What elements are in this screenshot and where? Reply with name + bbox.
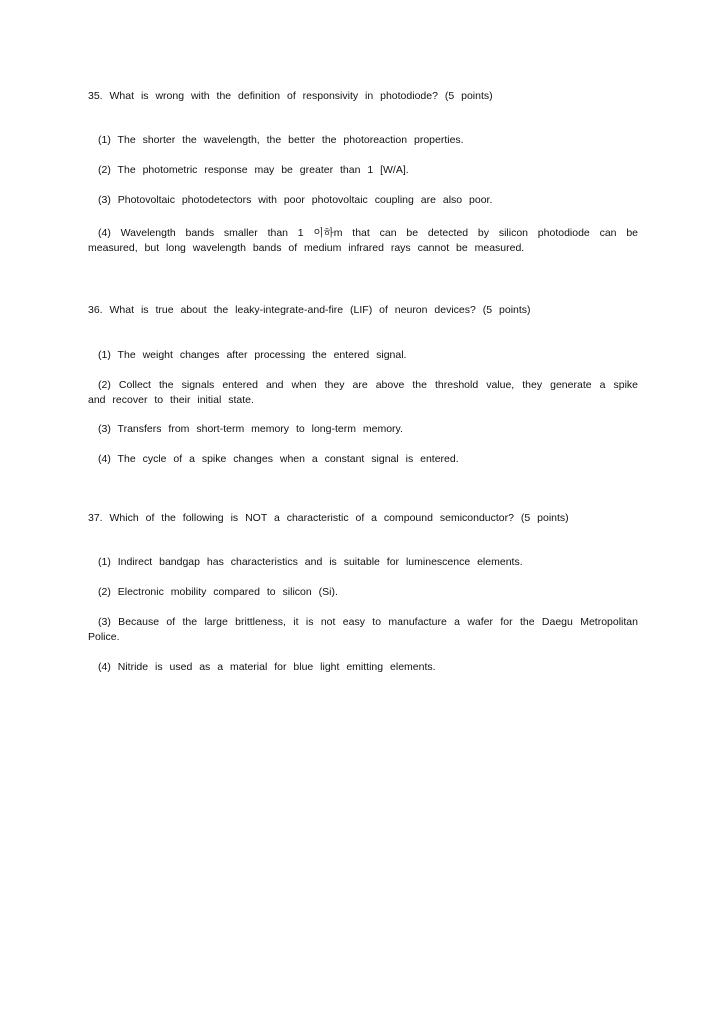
answer-option: (1) The shorter the wavelength, the better the photoreaction properties. xyxy=(98,134,464,146)
question-37 xyxy=(88,511,638,673)
question-title: 35. What is wrong with the definition of responsivity in photodiode? (5 points) xyxy=(88,90,493,102)
answer-option: (4) Nitride is used as a material for blue light emitting elements. xyxy=(98,661,436,673)
answer-option: (2) Collect the signals entered and when they are above the threshold value, they generate a spike and recover to their initial state. xyxy=(88,379,638,406)
answer-option: (2) Electronic mobility compared to silicon (Si). xyxy=(98,586,338,598)
question-title: 36. What is true about the leaky-integrate-and-fire (LIF) of neuron devices? (5 points) xyxy=(88,304,531,316)
answer-option: (1) The weight changes after processing the entered signal. xyxy=(98,349,407,361)
answer-option: (3) Because of the large brittleness, it is not easy to manufacture a wafer for the Daegu Metropolitan Police. xyxy=(88,616,638,643)
answer-option: (3) Photovoltaic photodetectors with poor photovoltaic coupling are also poor. xyxy=(98,194,493,206)
question-35 xyxy=(88,89,638,254)
question-title: 37. Which of the following is NOT a characteristic of a compound semiconductor? (5 points) xyxy=(88,512,569,524)
answer-option: (1) Indirect bandgap has characteristics and is suitable for luminescence elements. xyxy=(98,556,523,568)
answer-option: (4) The cycle of a spike changes when a constant signal is entered. xyxy=(98,453,459,465)
answer-option: (2) The photometric response may be greater than 1 [W/A]. xyxy=(98,164,409,176)
answer-option: (3) Transfers from short-term memory to long-term memory. xyxy=(98,423,403,435)
question-36 xyxy=(88,303,638,465)
answer-option: (4) Wavelength bands smaller than 1 이하m that can be detected by silicon photodiode can be measured, but long wavelength bands of medium infrared rays cannot be measured. xyxy=(88,227,638,254)
